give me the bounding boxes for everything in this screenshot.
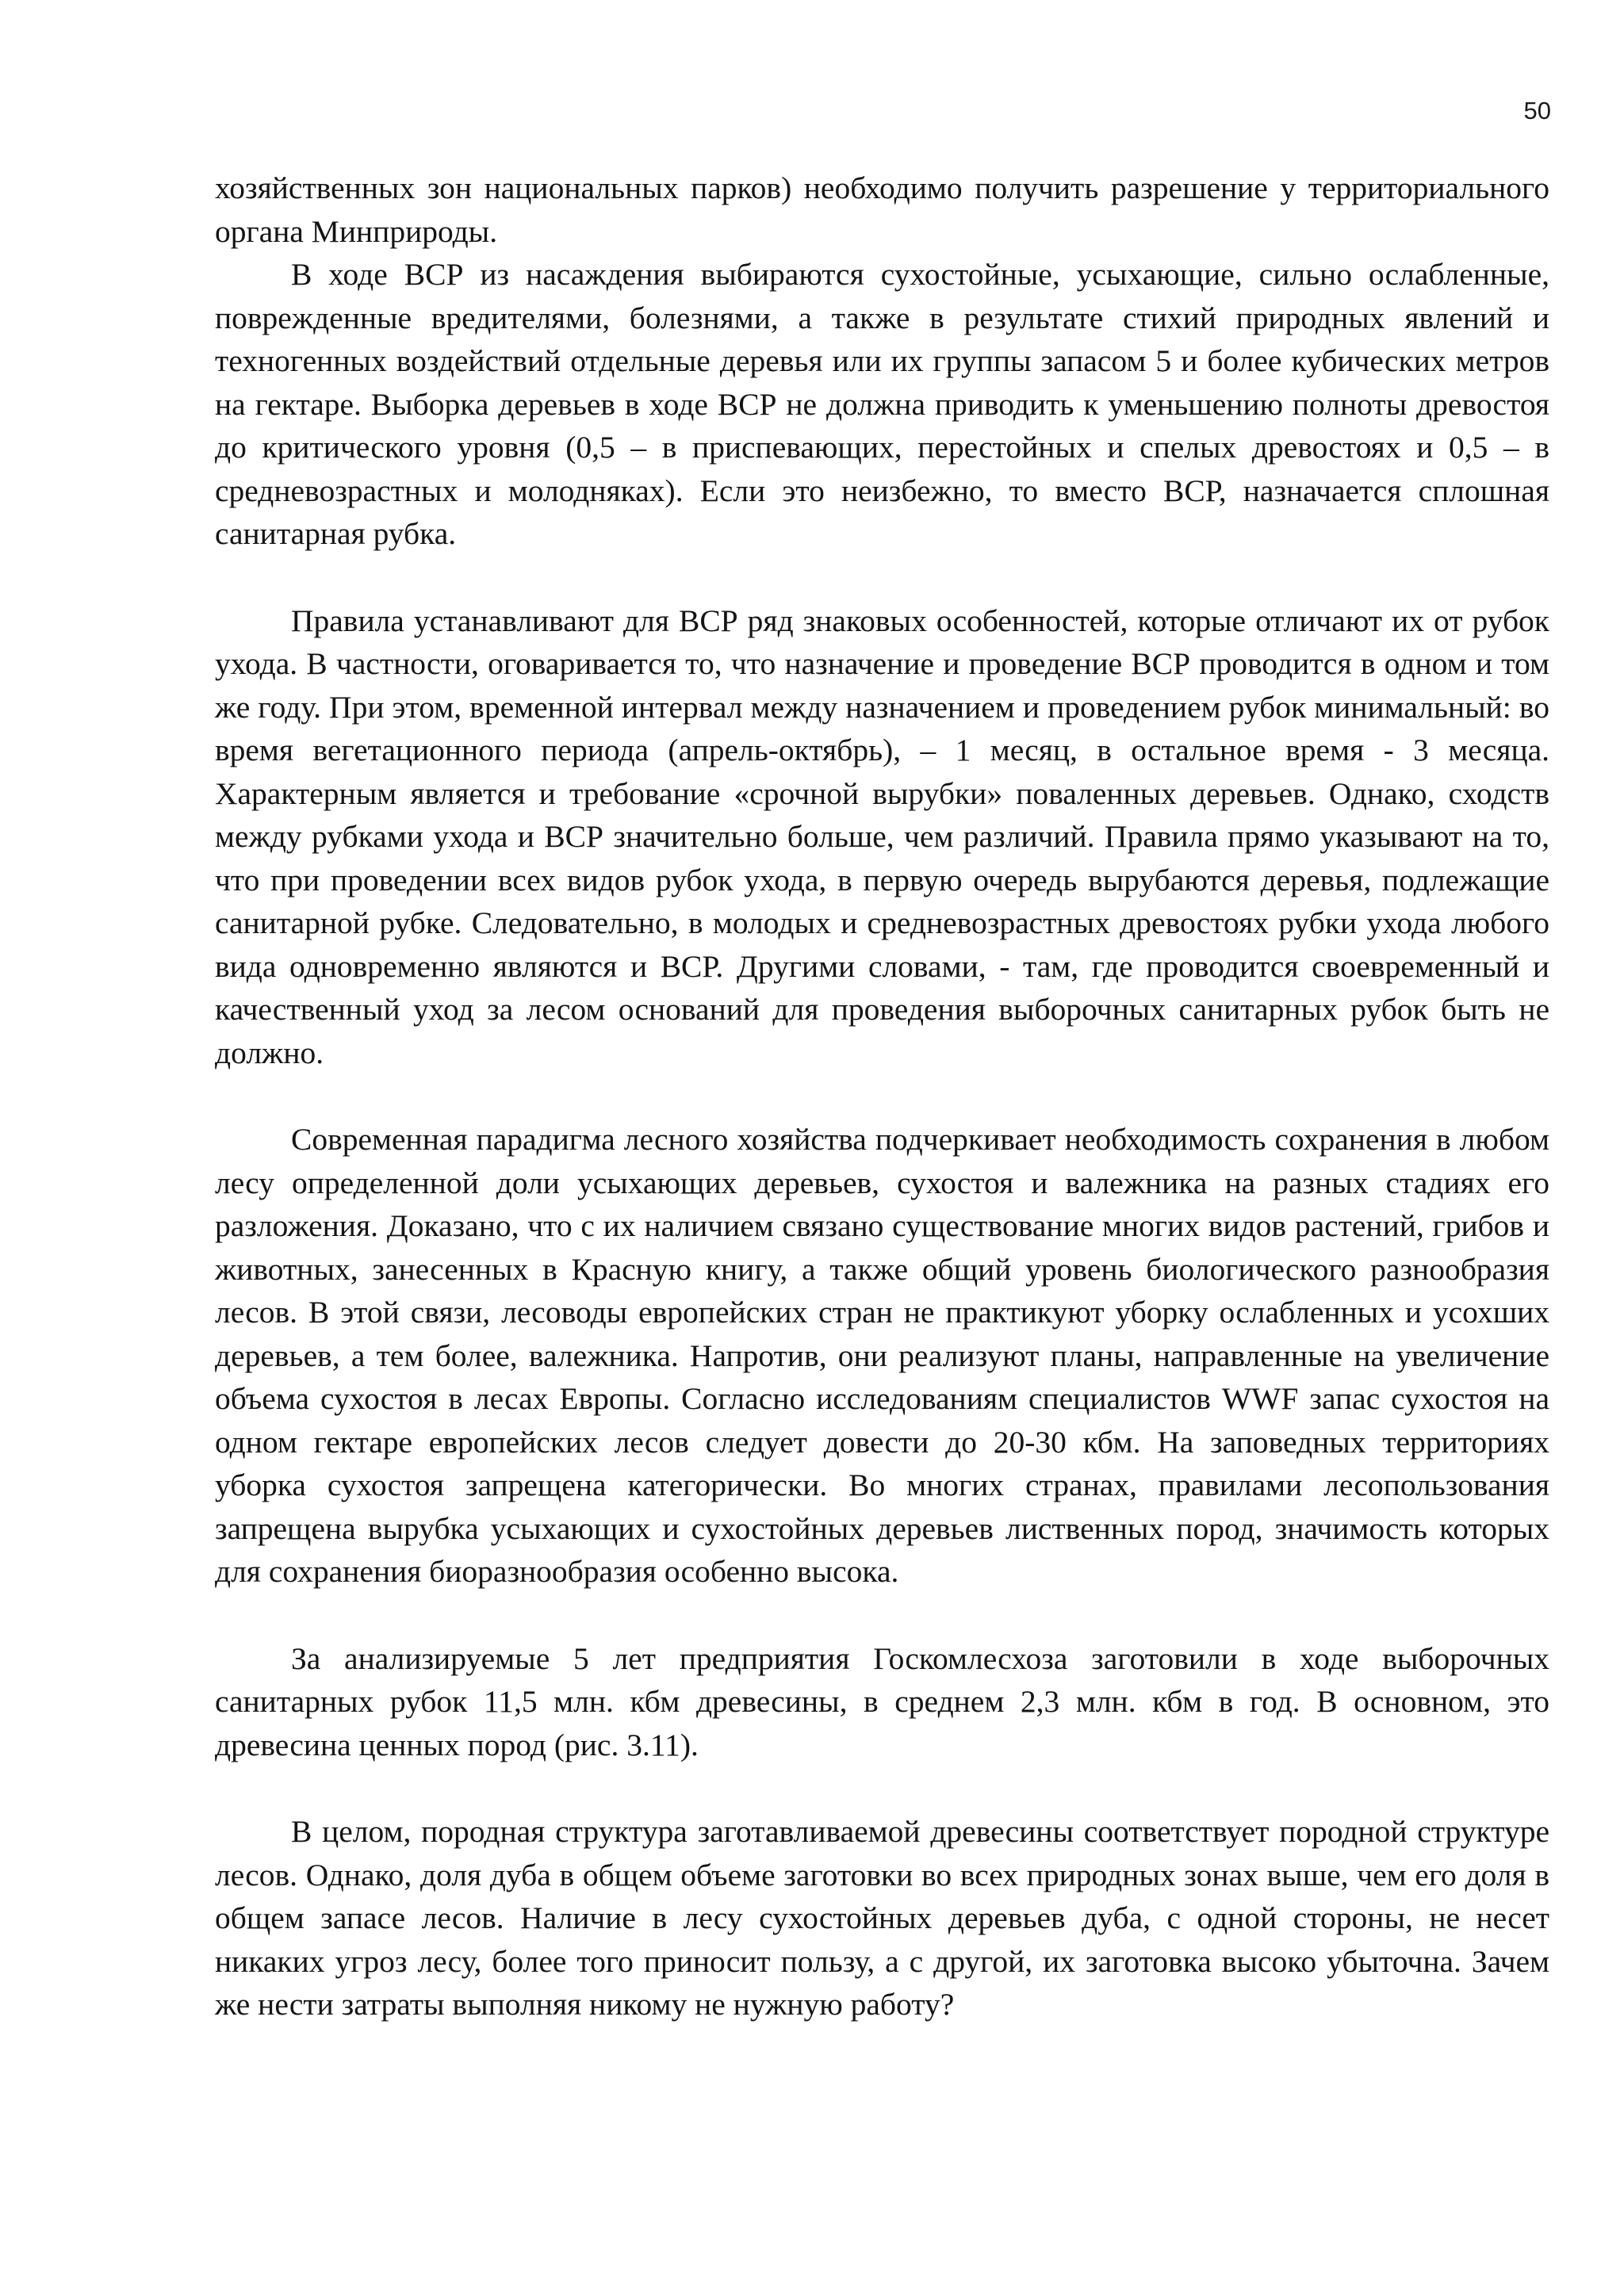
paragraph: В ходе ВСР из насаждения выбираются сухостойные, усыхающие, сильно ослабленные, поврежденные вредителями, болезнями, а также в результате стихий природных явлений и техногенных воздействий отдельные деревья или их группы запасом 5 и более кубических метров на гектаре. Выборка деревьев в ходе ВСР не должна приводить к уменьшению полноты древостоя до критического уровня (0,5 – в приспевающих, перестойных и спелых древостоях и 0,5 – в средневозрастных и молодняках). Если это неизбежно, то вместо ВСР, назначается сплошная санитарная рубка. [215,257,1549,551]
paragraph: За анализируемые 5 лет предприятия Госкомлесхоза заготовили в ходе выборочных санитарных рубок 11,5 млн. кбм древесины, в среднем 2,3 млн. кбм в год. В основном, это древесина ценных пород (рис. 3.11). [215,1640,1549,1762]
paragraph-gap [215,556,1549,599]
paragraph-gap [215,1074,1549,1118]
paragraph: В целом, породная структура заготавливаемой древесины соответствует породной структуре лесов. Однако, доля дуба в общем объеме заготовки во всех природных зонах выше, чем его доля в общем запасе лесов. Наличие в лесу сухостойных деревьев дуба, с одной стороны, не несет никаких угроз лесу, более того приносит пользу, а с другой, их заготовка высоко убыточна. Зачем же нести затраты выполняя никому не нужную работу? [215,1814,1549,2022]
paragraph-gap [215,1766,1549,1810]
paragraph-gap [215,1594,1549,1637]
body-text [215,166,1549,2026]
paragraph: хозяйственных зон национальных парков) необходимо получить разрешение у территориального органа Минприроды. [215,170,1549,249]
paragraph: Правила устанавливают для ВСР ряд знаковых особенностей, которые отличают их от рубок ухода. В частности, оговаривается то, что назначение и проведение ВСР проводится в одном и том же году. При этом, временной интервал между назначением и проведением рубок минимальный: во время вегетационного периода (апрель-октябрь), – 1 месяц, в остальное время - 3 месяца. Характерным является и требование «срочной вырубки» поваленных деревьев. Однако, сходств между рубками ухода и ВСР значительно больше, чем различий. Правила прямо указывают на то, что при проведении всех видов рубок ухода, в первую очередь вырубаются деревья, подлежащие санитарной рубке. Следовательно, в молодых и средневозрастных древостоях рубки ухода любого вида одновременно являются и ВСР. Другими словами, - там, где проводится своевременный и качественный уход за лесом оснований для проведения выборочных санитарных рубок быть не должно. [215,603,1549,1070]
page-number: 50 [1523,97,1551,124]
paragraph: Современная парадигма лесного хозяйства подчеркивает необходимость сохранения в любом лесу определенной доли усыхающих деревьев, сухостоя и валежника на разных стадиях его разложения. Доказано, что с их наличием связано существование многих видов растений, грибов и животных, занесенных в Красную книгу, а также общий уровень биологического разнообразия лесов. В этой связи, лесоводы европейских стран не практикуют уборку ослабленных и усохших деревьев, а тем более, валежника. Напротив, они реализуют планы, направленные на увеличение объема сухостоя в лесах Европы. Согласно исследованиям специалистов WWF запас сухостоя на одном гектаре европейских лесов следует довести до 20-30 кбм. На заповедных территориях уборка сухостоя запрещена категорически. Во многих странах, правилами лесопользования запрещена вырубка усыхающих и сухостойных деревьев лиственных пород, значимость которых для сохранения биоразнообразия особенно высока. [215,1122,1549,1589]
